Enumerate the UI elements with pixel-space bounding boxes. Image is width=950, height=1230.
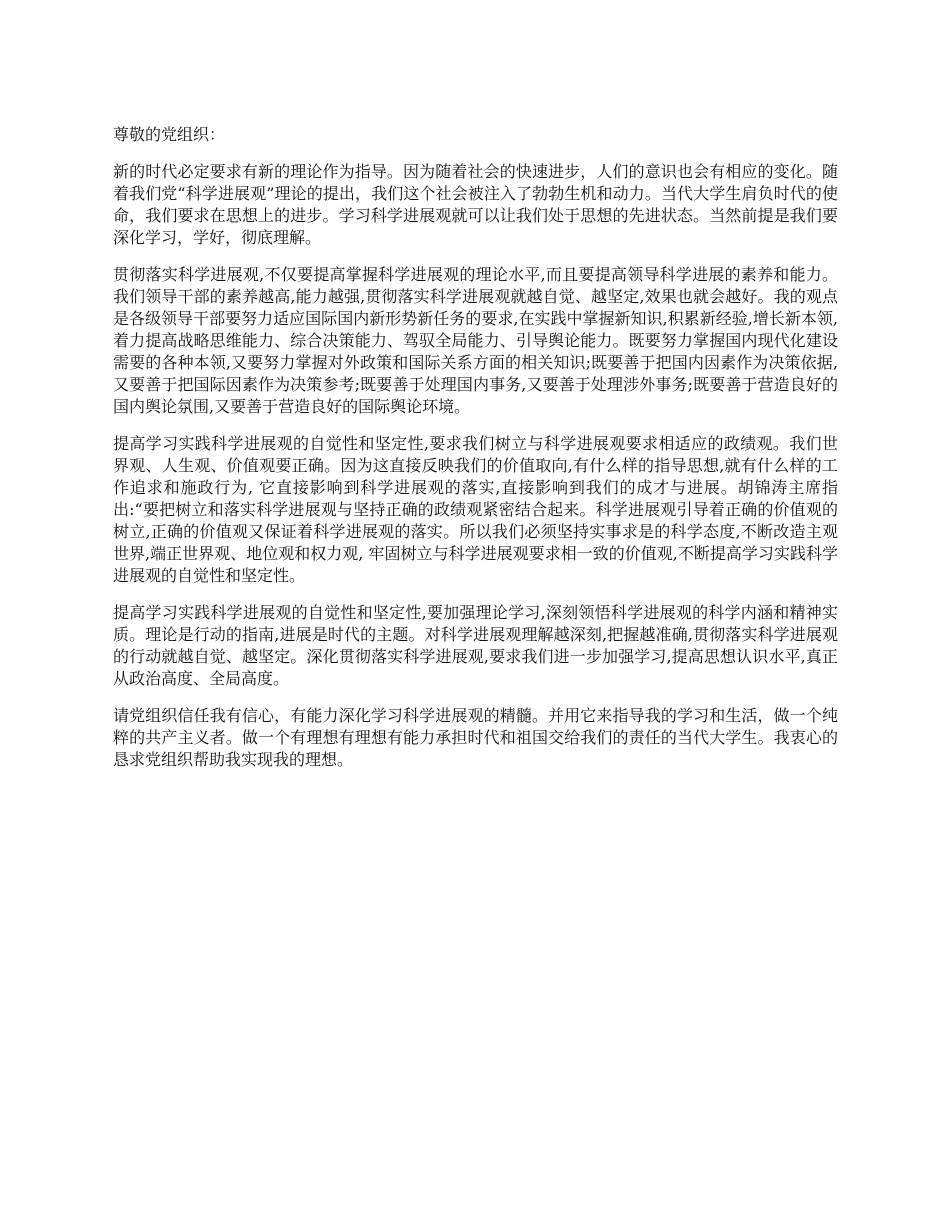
paragraph-4: 提高学习实践科学进展观的自觉性和坚定性,要加强理论学习,深刻领悟科学进展观的科学内涵和精神实质。理论是行动的指南,进展是时代的主题。对科学进展观理解越深刻,把握越准确,贯彻落实科学进展观的行动就越自觉、越坚定。深化贯彻落实科学进展观,要求我们进一步加强学习,提高思想认识水平,真正从政治高度、全局高度。 bbox=[113, 603, 838, 688]
salutation: 尊敬的党组织： bbox=[113, 125, 226, 144]
paragraph-5: 请党组织信任我有信心，有能力深化学习科学进展观的精髓。并用它来指导我的学习和生活，做一个纯粹的共产主义者。做一个有理想有理想有能力承担时代和祖国交给我们的责任的当代大学生。我衷心的恳求党组织帮助我实现我的理想。 bbox=[113, 706, 838, 769]
paragraph-3: 提高学习实践科学进展观的自觉性和坚定性,要求我们树立与科学进展观要求相适应的政绩观。我们世界观、人生观、价值观要正确。因为这直接反映我们的价值取向,有什么样的指导思想,就有什么样的工作追求和施政行为, 它直接影响到科学进展观的落实,直接影响到我们的成才与进展。胡锦涛主席指出:“要把树立和落实科学进展观与坚持正确的政绩观紧密结合起来。科学进展观引导着正确的价值观的树立,正确的价值观又保证着科学进展观的落实。所以我们必须坚持实事求是的科学态度,不断改造主观世界,端正世界观、地位观和权力观, 牢固树立与科学进展观要求相一致的价值观,不断提高学习实践科学进展观的自觉性和坚定性。 bbox=[113, 434, 838, 585]
document-page bbox=[113, 124, 838, 786]
paragraph-1: 新的时代必定要求有新的理论作为指导。因为随着社会的快速进步，人们的意识也会有相应的变化。随着我们党“科学进展观”理论的提出，我们这个社会被注入了勃勃生机和动力。当代大学生肩负时代的使命，我们要求在思想上的进步。学习科学进展观就可以让我们处于思想的先进状态。当然前提是我们要深化学习，学好，彻底理解。 bbox=[113, 162, 838, 247]
paragraph-2: 贯彻落实科学进展观,不仅要提高掌握科学进展观的理论水平,而且要提高领导科学进展的素养和能力。我们领导干部的素养越高,能力越强,贯彻落实科学进展观就越自觉、越坚定,效果也就会越好。我的观点是各级领导干部要努力适应国际国内新形势新任务的要求,在实践中掌握新知识,积累新经验,增长新本领,着力提高战略思维能力、综合决策能力、驾驭全局能力、引导舆论能力。既要努力掌握国内现代化建设需要的各种本领,又要努力掌握对外政策和国际关系方面的相关知识;既要善于把国内因素作为决策依据,又要善于把国际因素作为决策参考;既要善于处理国内事务,又要善于处理涉外事务;既要善于营造良好的国内舆论氛围,又要善于营造良好的国际舆论环境。 bbox=[113, 265, 838, 416]
